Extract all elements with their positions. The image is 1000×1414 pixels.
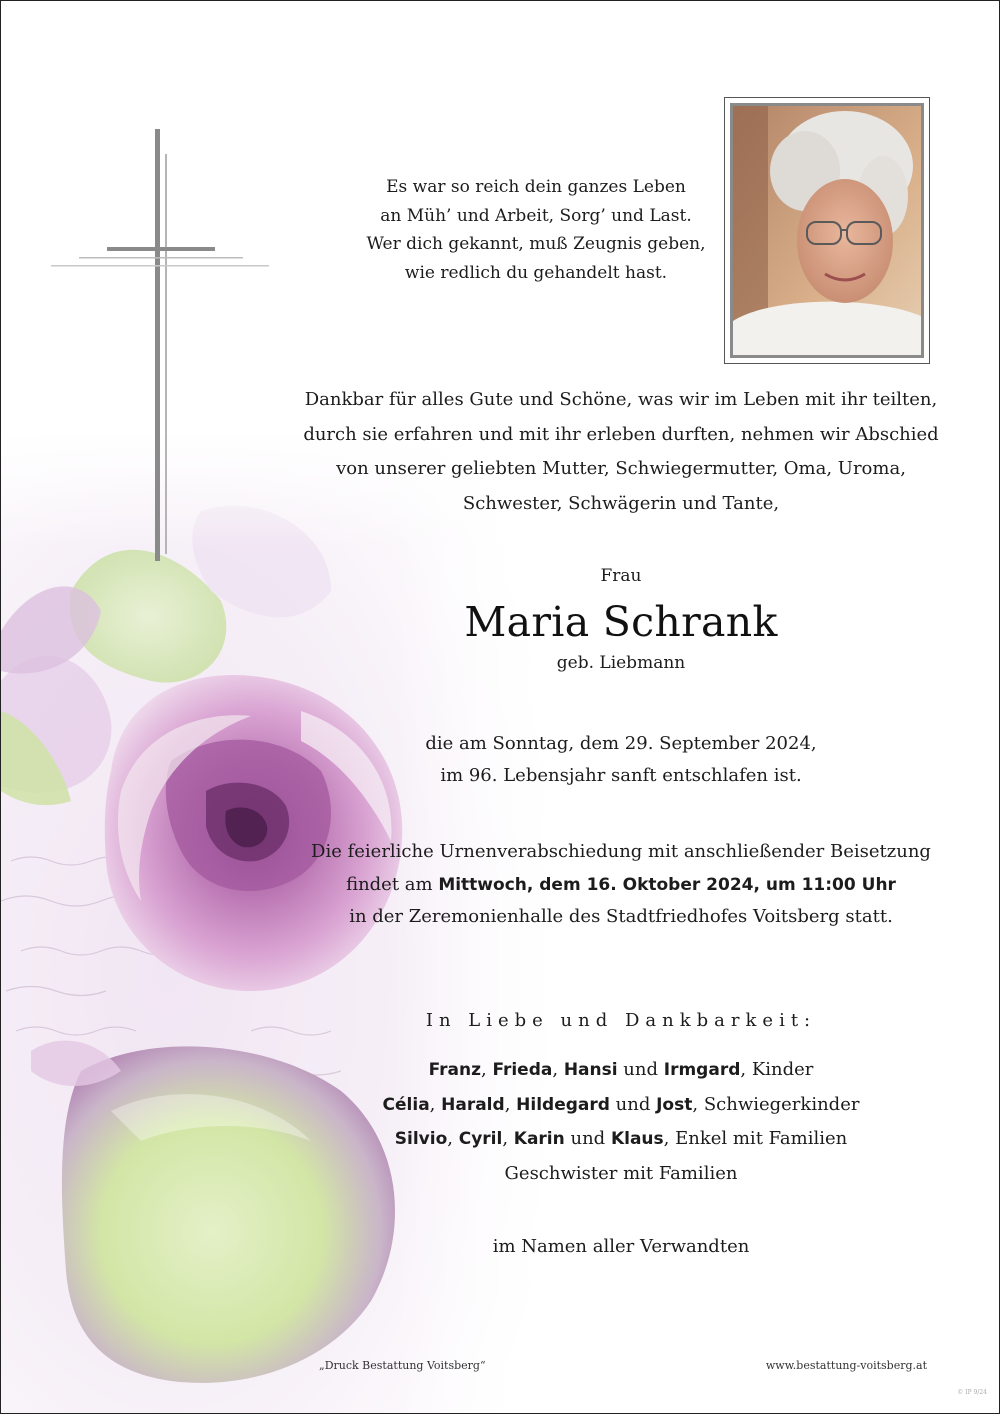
ceremony-line: Die feierliche Urnenverabschiedung mit anschließender Beisetzung <box>311 841 931 862</box>
death-line: die am Sonntag, dem 29. September 2024, <box>425 733 817 754</box>
death-line: im 96. Lebensjahr sanft entschlafen ist. <box>440 765 802 786</box>
website-link[interactable]: www.bestattung-voitsberg.at <box>765 1359 927 1372</box>
printer-credit: „Druck Bestattung Voitsberg“ <box>319 1359 486 1372</box>
intro-line: Dankbar für alles Gute und Schöne, was wir im Leben mit ihr teilten, <box>304 389 938 410</box>
poem-line: Es war so reich dein ganzes Leben <box>386 177 686 197</box>
mourner-row: Franz, Frieda, Hansi und Irmgard, Kinder <box>428 1059 814 1080</box>
deceased-name: Maria Schrank <box>464 598 778 646</box>
ceremony-line: in der Zeremonienhalle des Stadtfriedhofes Voitsberg statt. <box>349 906 893 927</box>
mourner-row: Célia, Harald, Hildegard und Jost, Schwiegerkinder <box>382 1093 860 1115</box>
ceremony-info <box>301 836 941 934</box>
mourners-heading: In Liebe und Dankbarkeit: <box>425 1010 817 1031</box>
cross-icon <box>51 129 271 569</box>
mourner-row: Silvio, Cyril, Karin und Klaus, Enkel mit Familien <box>394 1128 848 1149</box>
ceremony-date: Mittwoch, dem 16. Oktober 2024, um 11:00 Uhr <box>438 874 896 895</box>
intro-line: von unserer geliebten Mutter, Schwiegermutter, Oma, Uroma, <box>336 458 906 479</box>
mourners-list <box>301 1053 941 1190</box>
closing-line: im Namen aller Verwandten <box>492 1236 750 1257</box>
poem-line: Wer dich gekannt, muß Zeugnis geben, <box>366 234 706 254</box>
salutation: Frau <box>600 566 642 586</box>
ceremony-line <box>301 869 941 902</box>
intro-text <box>301 383 941 521</box>
death-notice <box>301 728 941 792</box>
poem <box>306 173 766 287</box>
ceremony-pre: findet am <box>346 873 439 895</box>
intro-line: durch sie erfahren und mit ihr erleben durften, nehmen wir Abschied <box>303 423 939 445</box>
poem-line: an Müh’ und Arbeit, Sorg’ und Last. <box>380 205 692 226</box>
poem-line: wie redlich du gehandelt hast. <box>404 262 668 283</box>
intro-line: Schwester, Schwägerin und Tante, <box>462 492 780 514</box>
maiden-name: geb. Liebmann <box>556 653 686 673</box>
print-mark: © IP 9/24 <box>957 1389 987 1396</box>
mourner-row: Geschwister mit Familien <box>504 1162 738 1184</box>
